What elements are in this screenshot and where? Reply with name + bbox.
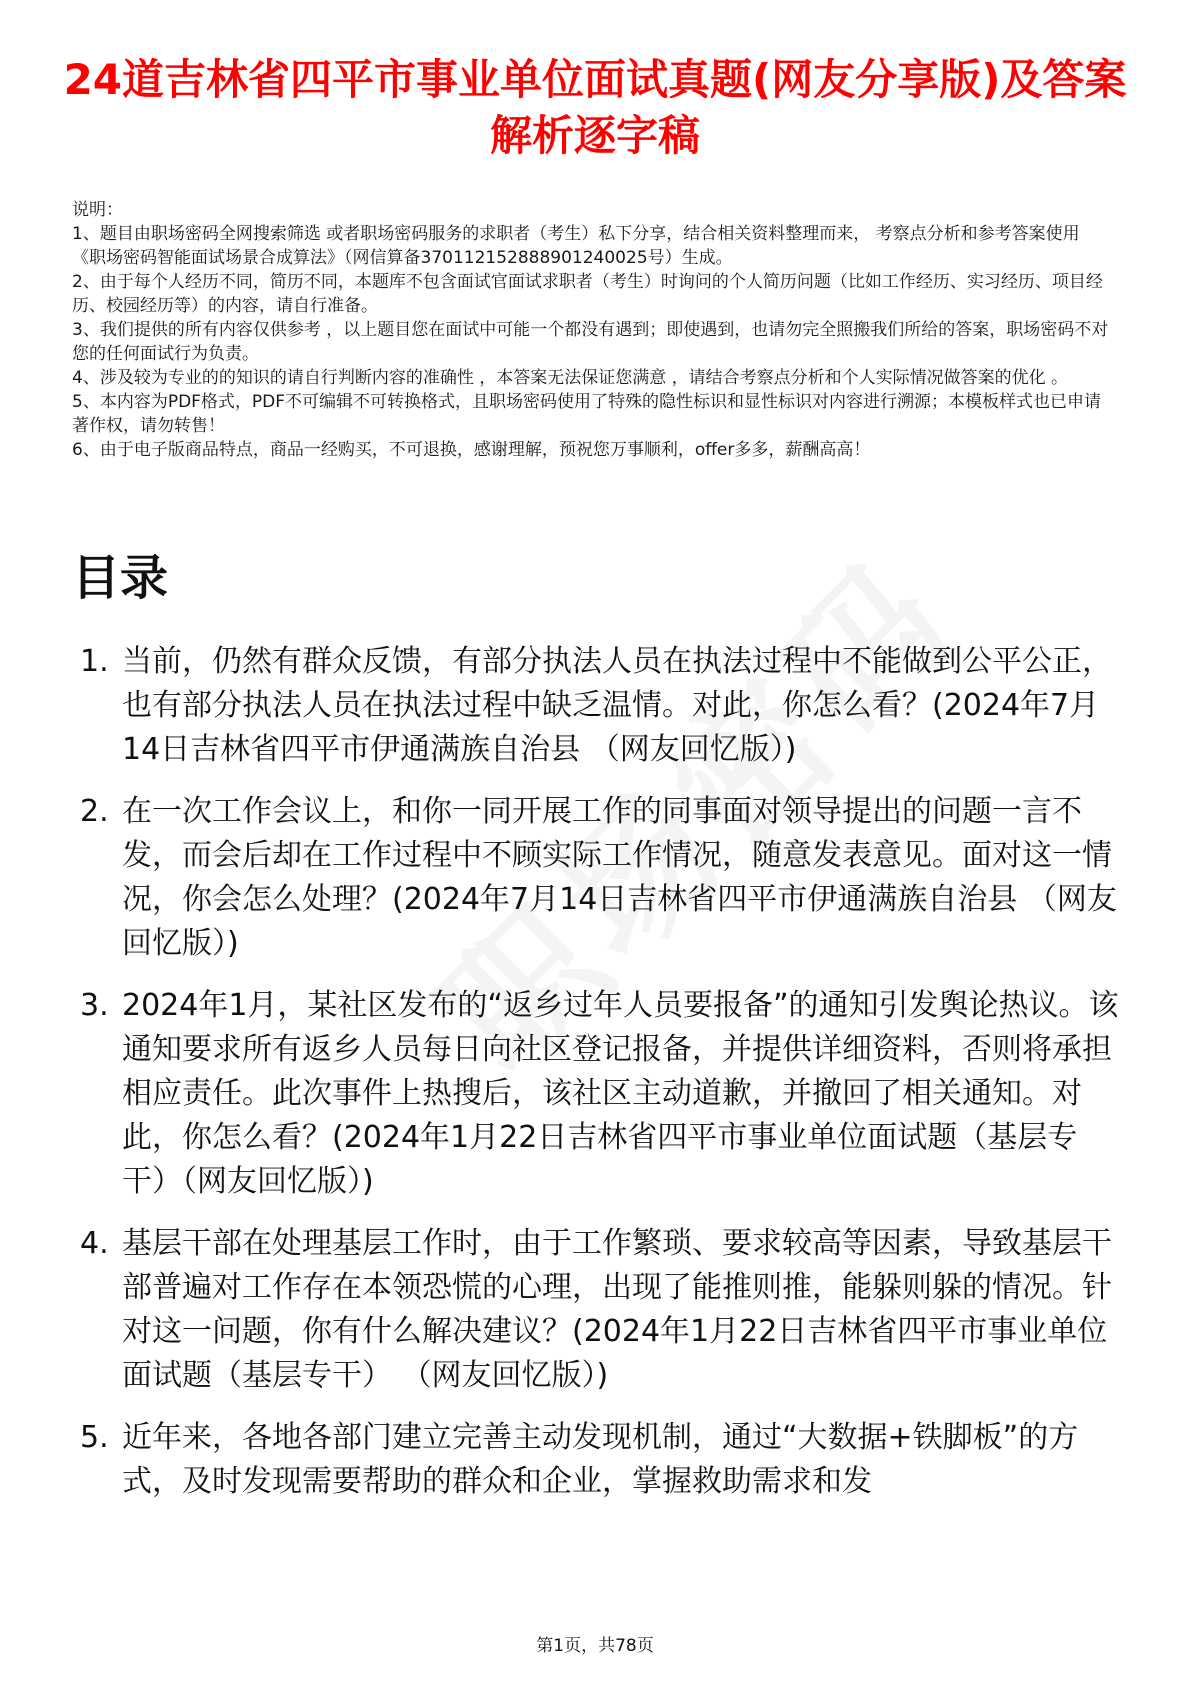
toc-heading: 目录 — [72, 550, 169, 606]
toc-item-2[interactable] — [72, 790, 1122, 966]
toc-item-number: 2. — [80, 794, 109, 829]
notes-heading: 说明： — [72, 200, 123, 220]
toc-item-3[interactable] — [72, 984, 1122, 1204]
toc-item-text: 在一次工作会议上，和你一同开展工作的同事面对领导提出的问题一言不发，而会后却在工作过程中不顾实际工作情况，随意发表意见。面对这一情况，你会怎么处理？(2024年7月14日吉林省四平市伊通满族自治县 （网友回忆版）) — [122, 794, 1117, 961]
toc-item-1[interactable] — [72, 640, 1122, 772]
document-title: 24道吉林省四平市事业单位面试真题(网友分享版)及答案解析逐字稿 — [63, 55, 1127, 160]
note-item-3: 3、我们提供的所有内容仅供参考 ，以上题目您在面试中可能一个都没有遇到；即使遇到，也请勿完全照搬我们所给的答案，职场密码不对您的任何面试行为负责。 — [72, 320, 1109, 364]
page-footer: 第1页，共78页 — [536, 1636, 654, 1656]
note-item-4: 4、涉及较为专业的的知识的请自行判断内容的准确性 ，本答案无法保证您满意 ，请结合考察点分析和个人实际情况做答案的优化 。 — [72, 368, 1069, 388]
toc-item-text: 近年来，各地各部门建立完善主动发现机制，通过“大数据+铁脚板”的方式，及时发现需要帮助的群众和企业，掌握救助需求和发 — [122, 1420, 1079, 1499]
note-item-1: 1、题目由职场密码全网搜索筛选 或者职场密码服务的求职者（考生）私下分享，结合相关资料整理而来， 考察点分析和参考答案使用《职场密码智能面试场景合成算法》（网信算备370112152888901240025号）生成。 — [72, 224, 1080, 268]
toc-item-text: 当前，仍然有群众反馈，有部分执法人员在执法过程中不能做到公平公正，也有部分执法人员在执法过程中缺乏温情。对此，你怎么看？(2024年7月14日吉林省四平市伊通满族自治县 （网友回忆版）) — [122, 644, 1112, 767]
toc-item-number: 4. — [80, 1226, 109, 1261]
note-item-5: 5、本内容为PDF格式，PDF不可编辑不可转换格式，且职场密码使用了特殊的隐性标识和显性标识对内容进行溯源；本模板样式也已申请著作权，请勿转售！ — [72, 392, 1102, 436]
toc-item-number: 3. — [80, 988, 109, 1023]
toc-item-text: 基层干部在处理基层工作时，由于工作繁琐、要求较高等因素，导致基层干部普遍对工作存在本领恐慌的心理，出现了能推则推，能躲则躲的情况。针对这一问题，你有什么解决建议？(2024年1月22日吉林省四平市事业单位面试题（基层专干） （网友回忆版）) — [122, 1226, 1112, 1393]
toc-item-5[interactable] — [72, 1416, 1122, 1504]
toc-item-number: 5. — [80, 1420, 109, 1455]
toc-item-4[interactable] — [72, 1222, 1122, 1398]
toc-item-text: 2024年1月，某社区发布的“返乡过年人员要报备”的通知引发舆论热议。该通知要求所有返乡人员每日向社区登记报备，并提供详细资料，否则将承担相应责任。此次事件上热搜后，该社区主动道歉，并撤回了相关通知。对此，你怎么看？(2024年1月22日吉林省四平市事业单位面试题（基层专干）（网友回忆版）) — [122, 988, 1119, 1199]
toc-item-number: 1. — [80, 644, 109, 679]
note-item-6: 6、由于电子版商品特点，商品一经购买，不可退换，感谢理解，预祝您万事顺利，offer多多，薪酬高高！ — [72, 440, 871, 460]
notes-section — [72, 198, 1112, 462]
note-item-2: 2、由于每个人经历不同，简历不同，本题库不包含面试官面试求职者（考生）时询问的个人简历问题（比如工作经历、实习经历、项目经历、校园经历等）的内容，请自行准备。 — [72, 272, 1103, 316]
toc-list — [72, 640, 1122, 1522]
